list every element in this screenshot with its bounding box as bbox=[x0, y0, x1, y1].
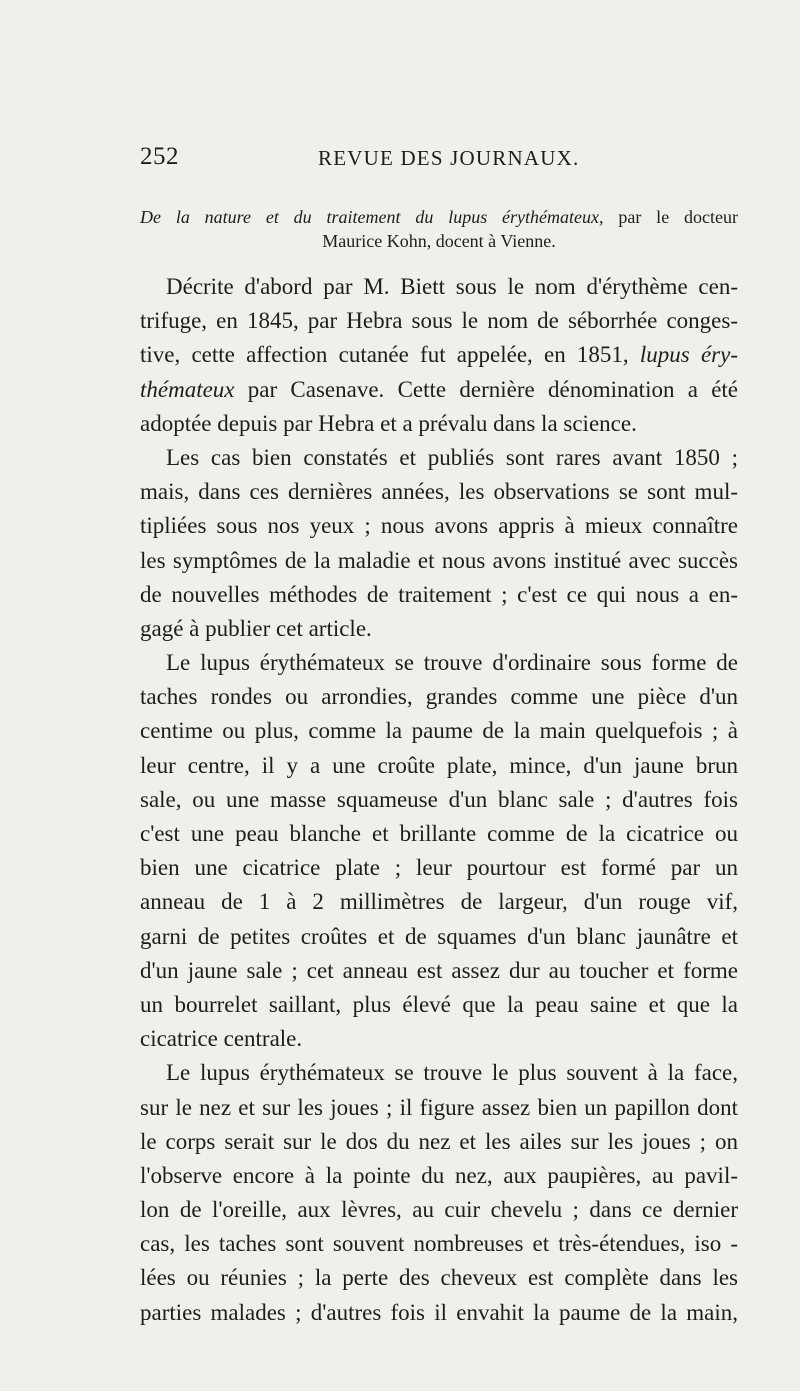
text-line: centime ou plus, comme la paume de la main quelquefois ; à bbox=[140, 718, 738, 744]
text-line: garni de petites croûtes et de squames d'un blanc jaunâtre et bbox=[140, 923, 738, 949]
article-title bbox=[140, 205, 738, 253]
text-line: Le lupus érythémateux se trouve d'ordinaire sous forme de bbox=[166, 650, 738, 676]
article-title-italic: De la nature et du traitement du lupus érythémateux, bbox=[140, 207, 604, 227]
text-line: trifuge, en 1845, par Hebra sous le nom de séborrhée conges- bbox=[140, 308, 738, 334]
text-line: mais, dans ces dernières années, les observations se sont mul- bbox=[140, 479, 738, 505]
text-line: leur centre, il y a une croûte plate, mince, d'un jaune brun bbox=[140, 752, 738, 778]
text-line: taches rondes ou arrondies, grandes comme une pièce d'un bbox=[140, 684, 738, 710]
text-line: parties malades ; d'autres fois il envahit la paume de la main, bbox=[140, 1299, 738, 1325]
italic-term: lupus éry- bbox=[639, 342, 738, 368]
text-line: sur le nez et sur les joues ; il figure assez bien un papillon dont bbox=[140, 1094, 738, 1120]
text-line: cicatrice centrale. bbox=[140, 1026, 303, 1052]
article-title-line-2: Maurice Kohn, docent à Vienne. bbox=[322, 231, 556, 251]
page-header bbox=[140, 143, 738, 175]
text-line: l'observe encore à la pointe du nez, aux paupières, au pavil- bbox=[140, 1162, 738, 1188]
running-title: REVUE DES JOURNAUX. bbox=[318, 146, 580, 170]
text-line bbox=[140, 373, 738, 407]
text-line: cas, les taches sont souvent nombreuses et très-étendues, iso - bbox=[140, 1231, 738, 1257]
article-byline: par le docteur bbox=[618, 207, 738, 227]
text-run: par Casenave. Cette dernière dénomination a été bbox=[247, 376, 739, 402]
text-run: tive, cette affection cutanée fut appelée, en 1851, bbox=[140, 342, 629, 368]
text-line: c'est une peau blanche et brillante comme de la cicatrice ou bbox=[140, 821, 738, 846]
article-title-line-1 bbox=[140, 205, 738, 229]
text-line: Les cas bien constatés et publiés sont rares avant 1850 ; bbox=[166, 444, 738, 470]
text-line: tipliées sous nos yeux ; nous avons appris à mieux connaître bbox=[140, 513, 738, 539]
text-line: les symptômes de la maladie et nous avons institué avec succès bbox=[140, 547, 738, 573]
text-line: gagé à publier cet article. bbox=[140, 615, 372, 641]
text-line: d'un jaune sale ; cet anneau est assez dur au toucher et forme bbox=[140, 957, 738, 983]
body-text bbox=[140, 270, 738, 1330]
text-line: adoptée depuis par Hebra et a prévalu dans la science. bbox=[140, 410, 637, 436]
text-line: un bourrelet saillant, plus élevé que la peau saine et que la bbox=[140, 991, 738, 1017]
text-line: lon de l'oreille, aux lèvres, au cuir chevelu ; dans ce dernier bbox=[140, 1197, 738, 1223]
page-number: 252 bbox=[140, 143, 179, 170]
text-line: le corps serait sur le dos du nez et les ailes sur les joues ; on bbox=[140, 1128, 738, 1154]
text-line: bien une cicatrice plate ; leur pourtour est formé par un bbox=[140, 855, 738, 881]
text-line: anneau de 1 à 2 millimètres de largeur, d'un rouge vif, bbox=[140, 889, 738, 915]
text-line: sale, ou une masse squameuse d'un blanc sale ; d'autres fois bbox=[140, 786, 738, 812]
italic-term: thémateux bbox=[140, 376, 235, 402]
text-line: Décrite d'abord par M. Biett sous le nom d'érythème cen- bbox=[166, 274, 738, 299]
text-line: Le lupus érythémateux se trouve le plus souvent à la face, bbox=[166, 1060, 738, 1086]
text-line: de nouvelles méthodes de traitement ; c'est ce qui nous a en- bbox=[140, 581, 738, 607]
text-line bbox=[140, 338, 738, 372]
text-line: lées ou réunies ; la perte des cheveux est complète dans les bbox=[140, 1265, 738, 1291]
